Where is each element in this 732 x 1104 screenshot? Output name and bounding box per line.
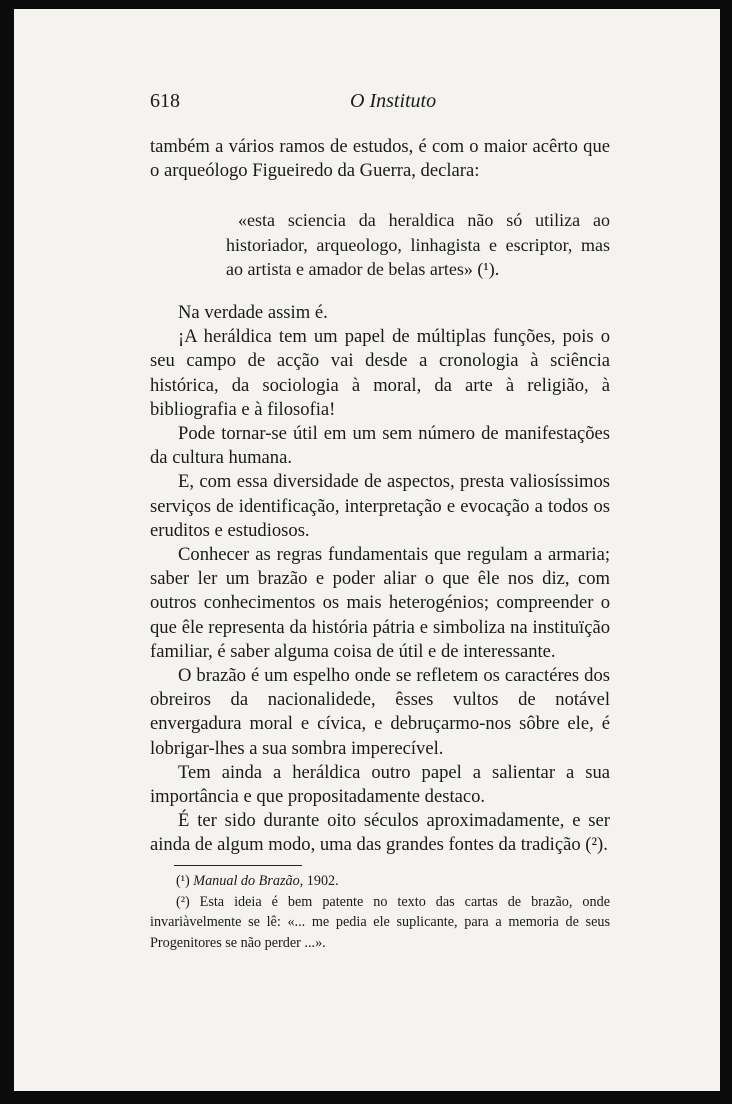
footnote-text: Esta ideia é bem patente no texto das cartas de brazão, onde invariàvelmente se lê: «... me pedia ele suplicante, para a memoria de seus Progenitores se não perder ...».: [150, 893, 610, 951]
block-quote: [226, 208, 610, 282]
quote-text: «esta sciencia da heraldica não só utiliza ao historiador, arqueologo, linhagista e escriptor, mas ao artista e amador de belas artes» (¹).: [226, 210, 610, 279]
page-number: 618: [150, 90, 180, 112]
paragraph: ¡A heráldica tem um papel de múltiplas funções, pois o seu campo de acção vai desde a cronologia à sciência histórica, da sociologia à moral, da arte à religião, à bibliografia e à filosofia!: [150, 326, 610, 420]
intro-text: também a vários ramos de estudos, é com o maior acêrto que o arqueólogo Figueiredo da Guerra, declara:: [150, 136, 610, 182]
footnote-marker: (²): [176, 893, 190, 910]
footnote-title: Manual do Brazão,: [193, 873, 304, 889]
paragraph: Na verdade assim é.: [178, 302, 328, 323]
footnote: [150, 871, 610, 892]
book-page: [14, 9, 720, 1091]
footnote-marker: (¹): [176, 873, 190, 889]
running-head: [150, 90, 610, 116]
intro-paragraph: [150, 135, 610, 183]
footnotes: [150, 871, 610, 953]
paragraph: Tem ainda a heráldica outro papel a salientar a sua importância e que propositadamente destaco.: [150, 761, 610, 808]
body-text: [150, 301, 610, 858]
footnote: [150, 892, 610, 954]
footnote-text: 1902.: [303, 873, 339, 889]
journal-title: O Instituto: [350, 90, 437, 112]
paragraph: Pode tornar-se útil em um sem número de manifestações da cultura humana.: [150, 423, 610, 469]
paragraph: Conhecer as regras fundamentais que regulam a armaria; saber ler um brazão e poder aliar o que êle nos diz, com outros conhecimentos os mais heterogénios; compreender o que êle representa da história pátria e simboliza na instituïção familiar, é saber alguma coisa de útil e de interessante.: [150, 544, 610, 662]
paragraph: E, com essa diversidade de aspectos, presta valiosíssimos serviços de identificação, interpretação e evocação a todos os eruditos e estudiosos.: [150, 471, 610, 541]
paragraph: O brazão é um espelho onde se refletem os caractéres dos obreiros da nacionalidede, êsses vultos de notável envergadura moral e cívica, e debruçarmo-nos sôbre ele, é lobrigar-lhes a sua sombra imperecível.: [150, 665, 610, 759]
footnote-rule: [174, 865, 302, 866]
paragraph: É ter sido durante oito séculos aproximadamente, e ser ainda de algum modo, uma das grandes fontes da tradição (²).: [150, 810, 610, 856]
